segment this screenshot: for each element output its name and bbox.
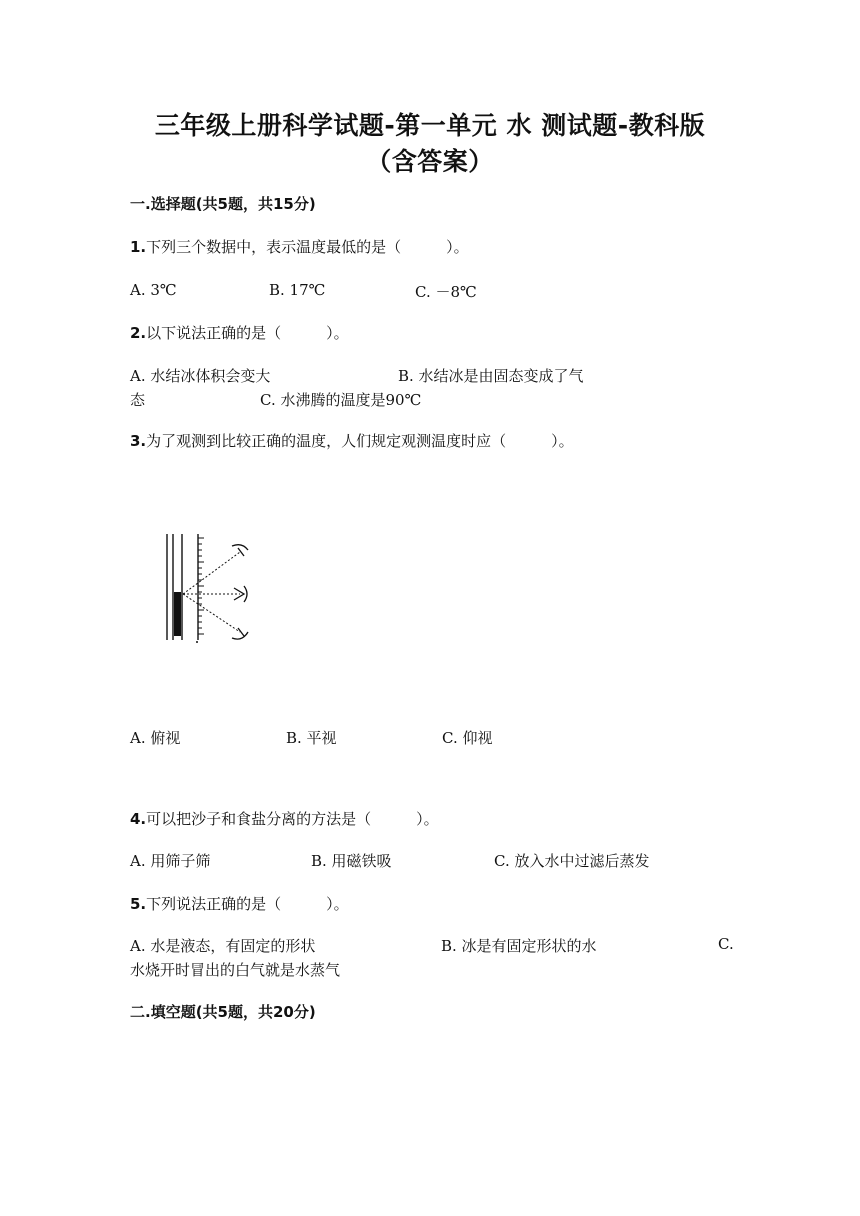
thermometer-viewing-angle-figure xyxy=(160,528,260,648)
q5-option-b: B. 冰是有固定形状的水 xyxy=(441,937,597,955)
q2-option-b: B. 水结冰是由固态变成了气 xyxy=(398,367,584,385)
q4-option-c: C. 放入水中过滤后蒸发 xyxy=(494,852,650,870)
question-3 xyxy=(130,430,574,451)
question-4 xyxy=(130,808,439,829)
q4-option-b: B. 用磁铁吸 xyxy=(311,852,392,870)
question-number: 5. xyxy=(130,895,147,913)
q5-option-c: C. xyxy=(718,935,734,953)
question-text: 可以把沙子和食盐分离的方法是（ ）。 xyxy=(146,810,439,828)
question-number: 4. xyxy=(130,810,147,828)
q1-option-a: A. 3℃ xyxy=(130,281,177,299)
q3-option-b: B. 平视 xyxy=(286,729,337,747)
question-text: 以下说法正确的是（ ）。 xyxy=(146,324,349,342)
q5-option-a: A. 水是液态，有固定的形状 xyxy=(130,937,316,955)
question-1 xyxy=(130,236,469,257)
scale-ticks xyxy=(198,538,204,634)
thermometer-liquid-column xyxy=(174,592,181,636)
question-number: 3. xyxy=(130,432,147,450)
question-text: 下列说法正确的是（ ）。 xyxy=(146,895,349,913)
q4-option-a: A. 用筛子筛 xyxy=(130,852,211,870)
q3-option-a: A. 俯视 xyxy=(130,729,181,747)
question-text: 为了观测到比较正确的温度，人们规定观测温度时应（ ）。 xyxy=(146,432,574,450)
page-title: 三年级上册科学试题-第一单元 水 测试题-教科版 xyxy=(154,111,706,140)
question-text: 下列三个数据中，表示温度最低的是（ ）。 xyxy=(146,238,469,256)
sight-lines xyxy=(183,552,240,632)
q2-option-b-continued: 态 xyxy=(130,391,146,409)
question-number: 2. xyxy=(130,324,147,342)
eye-icons xyxy=(232,545,248,639)
section-heading-fill-in: 二.填空题(共5题，共20分) xyxy=(130,1003,316,1021)
q1-option-b: B. 17℃ xyxy=(269,281,326,299)
q2-option-a: A. 水结冰体积会变大 xyxy=(130,367,271,385)
question-5 xyxy=(130,893,349,914)
question-number: 1. xyxy=(130,238,147,256)
q2-option-c: C. 水沸腾的温度是90℃ xyxy=(260,391,422,409)
q3-option-c: C. 仰视 xyxy=(442,729,493,747)
section-heading-choice: 一.选择题(共5题，共15分) xyxy=(130,195,316,213)
q5-option-c-continued: 水烧开时冒出的白气就是水蒸气 xyxy=(130,961,341,979)
page-title-suffix: （含答案） xyxy=(366,147,494,176)
question-2 xyxy=(130,322,349,343)
q1-option-c: C. －8℃ xyxy=(415,283,477,301)
